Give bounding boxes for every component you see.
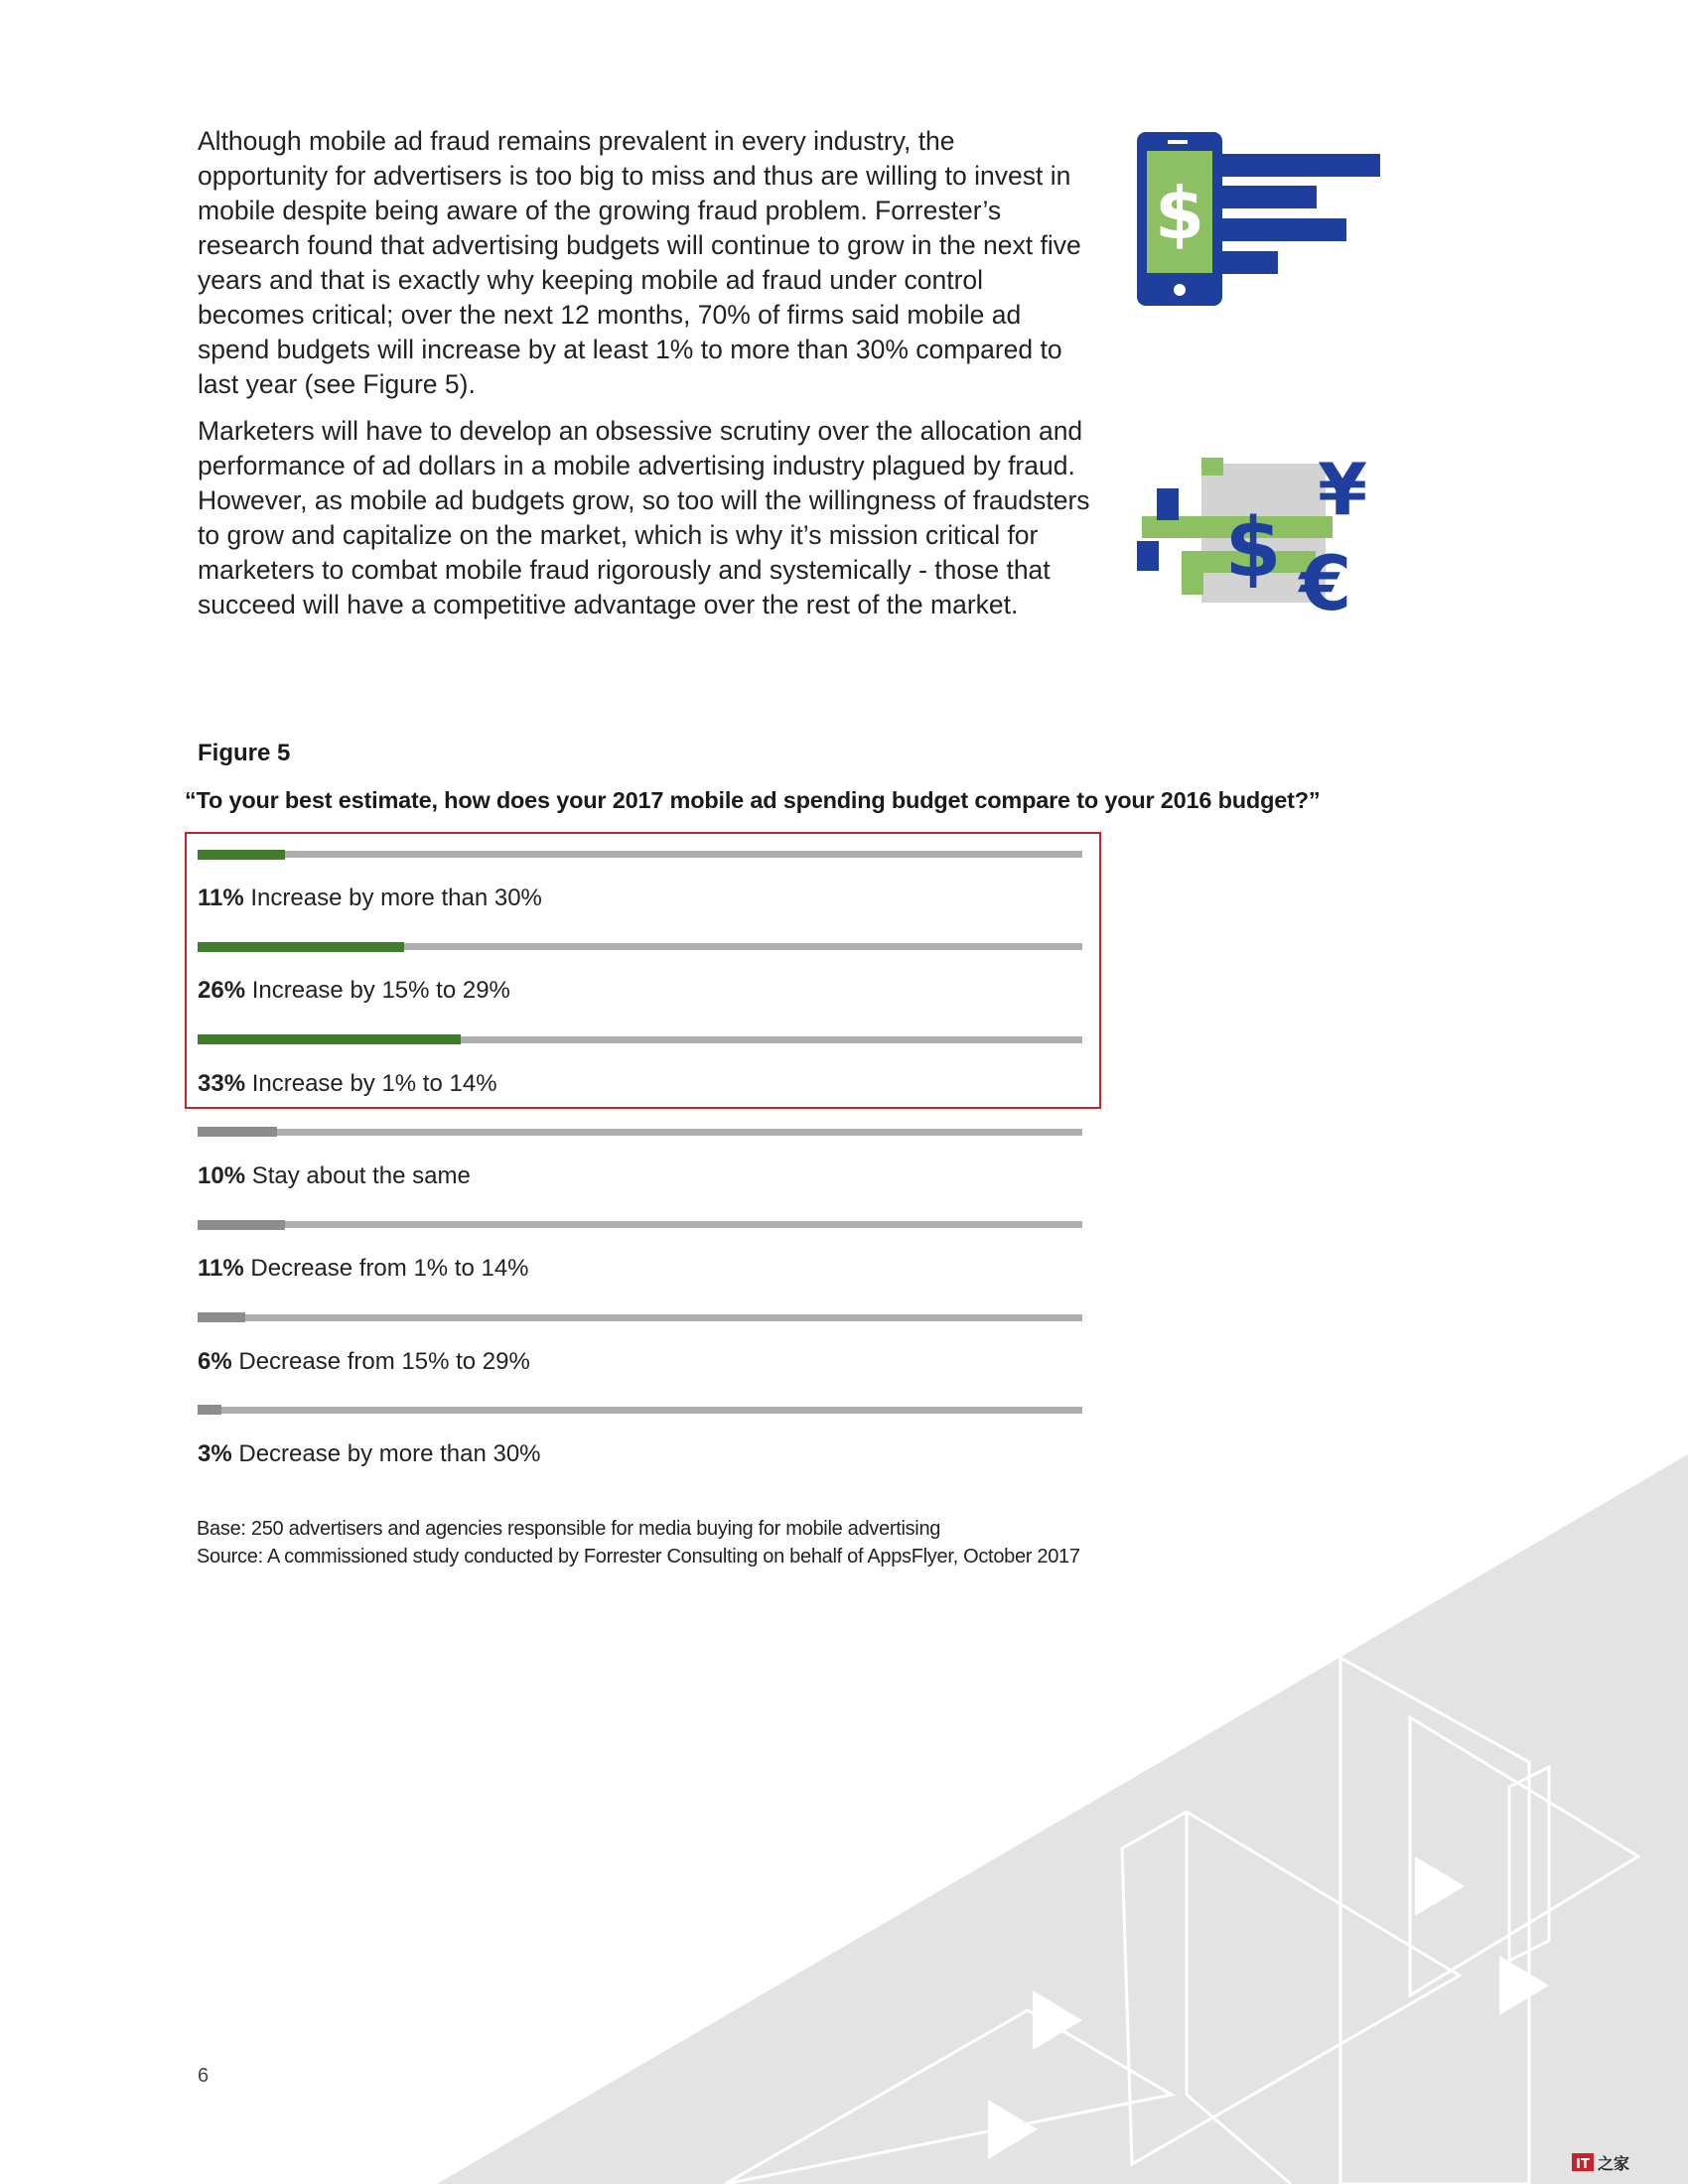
bar-value: 3% <box>198 1439 232 1467</box>
bar-row <box>198 1389 1082 1482</box>
bar-track <box>198 1314 1082 1321</box>
bar-category: Increase by 15% to 29% <box>251 977 510 1005</box>
body-paragraph-1: Although mobile ad fraud remains prevalent in every industry, the opportunity for advertisers is too big to miss and thus are willing to invest in mobile despite being aware of the growing fraud problem. Forrester’s research found that advertising budgets will continue to grow in the next five years and that is exactly why keeping mobile ad fraud under control becomes critical; over the next 12 months, 70% of firms said mobile ad spend budgets will increase by at least 1% to more than 30% compared to last year (see Figure 5). <box>198 126 1081 399</box>
bar-value: 11% <box>198 885 244 911</box>
source-note: Source: A commissioned study conducted by Forrester Consulting on behalf of AppsFlyer, October 2017 <box>197 1546 1080 1568</box>
bar-label <box>198 885 542 912</box>
bar-track <box>198 1129 1082 1136</box>
bar-label <box>198 1070 497 1098</box>
svg-text:$: $ <box>1154 172 1205 255</box>
svg-text:之家: 之家 <box>1598 2154 1630 2173</box>
figure-label: Figure 5 <box>198 740 291 766</box>
svg-text:IT: IT <box>1576 2157 1590 2172</box>
bar-category: Decrease by more than 30% <box>238 1439 541 1467</box>
bar-row <box>198 1019 1082 1112</box>
watermark-logo <box>1572 2147 1681 2177</box>
bar-label <box>198 1162 471 1190</box>
mobile-dollar-chart-icon <box>1132 127 1380 311</box>
svg-text:€: € <box>1299 539 1352 620</box>
bar-category: Decrease from 15% to 29% <box>238 1347 530 1375</box>
bar-row <box>198 1111 1082 1204</box>
body-paragraph-2: Marketers will have to develop an obsessive scrutiny over the allocation and performance of ad dollars in a mobile advertising industry plagued by fraud. However, as mobile ad budgets grow, so too will the willingness of fraudsters to grow and capitalize on the market, which is why it’s mission critical for marketers to combat mobile fraud rigorously and systemically - those that succeed will have a competitive advantage over the rest of the market. <box>198 416 1090 619</box>
bar-track <box>198 1407 1082 1414</box>
bar-value: 11% <box>198 1255 244 1283</box>
bar-value: 10% <box>198 1161 246 1189</box>
bar-fill <box>198 1034 461 1044</box>
bar-row <box>198 833 1082 926</box>
page-number: 6 <box>198 2065 210 2087</box>
bar-category: Increase by more than 30% <box>250 885 542 911</box>
bar-value: 33% <box>198 1069 246 1097</box>
bar-category: Decrease from 1% to 14% <box>250 1255 529 1283</box>
bar-fill <box>198 1127 277 1137</box>
bar-track <box>198 1221 1082 1228</box>
bar-label <box>198 1255 529 1283</box>
bar-category: Increase by 1% to 14% <box>251 1069 497 1097</box>
bar-fill <box>198 1405 221 1415</box>
bar-fill <box>198 850 285 860</box>
bar-value: 6% <box>198 1347 232 1375</box>
bar-row <box>198 1297 1082 1390</box>
bar-label <box>198 977 510 1005</box>
bar-track <box>198 943 1082 950</box>
svg-text:$: $ <box>1224 501 1282 596</box>
bar-category: Stay about the same <box>251 1161 471 1189</box>
bar-label <box>198 1440 541 1468</box>
bar-track <box>198 1036 1082 1043</box>
svg-text:¥: ¥ <box>1317 448 1368 531</box>
figure-question: “To your best estimate, how does your 2017 mobile ad spending budget compare to your 2016 budget?” <box>185 787 1321 813</box>
bar-fill <box>198 1220 285 1230</box>
bar-fill <box>198 942 404 952</box>
bar-fill <box>198 1312 245 1322</box>
bar-label <box>198 1348 530 1376</box>
bar-track <box>198 851 1082 858</box>
bar-value: 26% <box>198 977 246 1005</box>
base-note: Base: 250 advertisers and agencies responsible for media buying for mobile advertising <box>197 1518 941 1540</box>
currency-exchange-icon <box>1132 447 1380 620</box>
bar-row <box>198 925 1082 1019</box>
bar-row <box>198 1203 1082 1297</box>
